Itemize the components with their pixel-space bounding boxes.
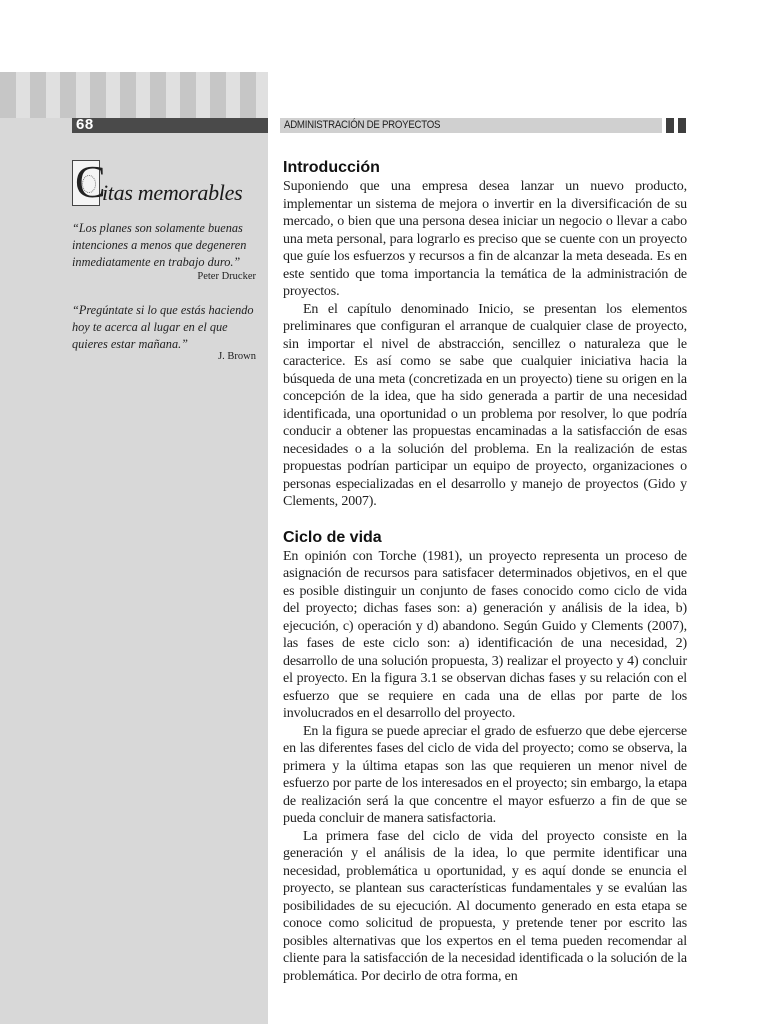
section-heading: Ciclo de vida xyxy=(283,528,382,546)
section-heading: Introducción xyxy=(283,159,380,176)
drop-cap-box xyxy=(72,156,106,207)
sidebar-title: itas memorables xyxy=(102,180,243,205)
header-end-block xyxy=(666,118,674,133)
main-content xyxy=(283,158,687,985)
paragraph: La primera fase del ciclo de vida del proyecto consiste en la generación y el análisis de la idea, lo que permite identificar una necesidad, problemática u oportunidad, y es aquí donde se enuncia el proyecto, se plantean sus características fundamentales y se evalúan las posibilidades de su ejecución. Al documento generado en esta etapa se conoce como solicitud de propuesta, y pretende tener por escrito las posibles alternativas que los expertos en el tema pueden recomendar al cliente para la satisfacción de la necesidad identificada o la solución de la problemática. Por decirlo de otra forma, en xyxy=(283,828,687,984)
paragraph: En el capítulo denominado Inicio, se presentan los elementos preliminares que configuran el arranque de cualquier clase de proyecto, sin importar el nivel de abstracción, sencillez o naturaleza que le caracterice. Es así como se sabe que cualquier iniciativa hacia la búsqueda de una meta (concretizada en un proyecto) tiene su origen en la concepción de la idea, que ha sido generada a partir de una necesidad identificada, una oportunidad o un problema por resolver, lo que podría conducir a obtener las propuestas encaminadas a la satisfacción de esas necesidades o a la solución del problema. En la realización de estas propuestas podrían participar un equipo de proyecto, organizaciones o personas especializadas en el desarrollo y manejo de proyectos (Gido y Clements, 2007). xyxy=(283,301,687,509)
header-band-left xyxy=(72,118,268,133)
quote-author: J. Brown xyxy=(218,351,256,362)
header-end-block xyxy=(678,118,686,133)
section-spacer xyxy=(283,511,687,528)
decorative-stripes xyxy=(0,72,268,118)
quote-author: Peter Drucker xyxy=(197,271,256,282)
quote-text: “Pregúntate si lo que estás haciendo hoy te acerca al lugar en el que quieres estar mañana.” xyxy=(72,303,254,351)
quote-text: “Los planes son solamente buenas intenciones a menos que degeneren inmediatamente en trabajo duro.” xyxy=(72,221,247,269)
sidebar-background xyxy=(0,72,268,1024)
ornament-icon xyxy=(82,175,96,193)
paragraph: En opinión con Torche (1981), un proyecto representa un proceso de asignación de recursos para satisfacer determinados objetivos, en el que es posible distinguir un conjunto de fases conocido como ciclo de vida del proyecto; dichas fases son: a) generación y análisis de la idea, b) ejecución, c) operación y d) abandono. Según Guido y Clements (2007), las fases de este ciclo son: a) identificación de una necesidad, 2) desarrollo de una solución propuesta, 3) realizar el proyecto y 4) concluir el proyecto. En la figura 3.1 se observan dichas fases y su relación con el esfuerzo que se requiere en cada una de ellas por parte de los involucrados en el desarrollo del proyecto. xyxy=(283,548,687,721)
drop-cap-letter: C xyxy=(75,156,106,207)
page-number: 68 xyxy=(76,116,94,133)
running-title: ADMINISTRACIÓN DE PROYECTOS xyxy=(284,119,441,131)
paragraph: En la figura se puede apreciar el grado de esfuerzo que debe ejercerse en las diferentes fases del ciclo de vida del proyecto; como se observa, la primera y la última etapas son las que requieren un menor nivel de esfuerzo por parte de los interesados en el proyecto; sin embargo, la etapa de realización será la que concentre el mayor esfuerzo a fin de que se pueda concluir de manera satisfactoria. xyxy=(283,723,687,826)
paragraph: Suponiendo que una empresa desea lanzar un nuevo producto, implementar un sistema de mejora o invertir en la diversificación de su mercado, o bien que una persona desea iniciar un negocio o llevar a cabo una meta personal, para lograrlo es preciso que se cuente con un proyecto que guíe los esfuerzos y recursos a fin de alcanzar la meta deseada. Es en este sentido que toma importancia la temática de la administración de proyectos. xyxy=(283,179,687,299)
